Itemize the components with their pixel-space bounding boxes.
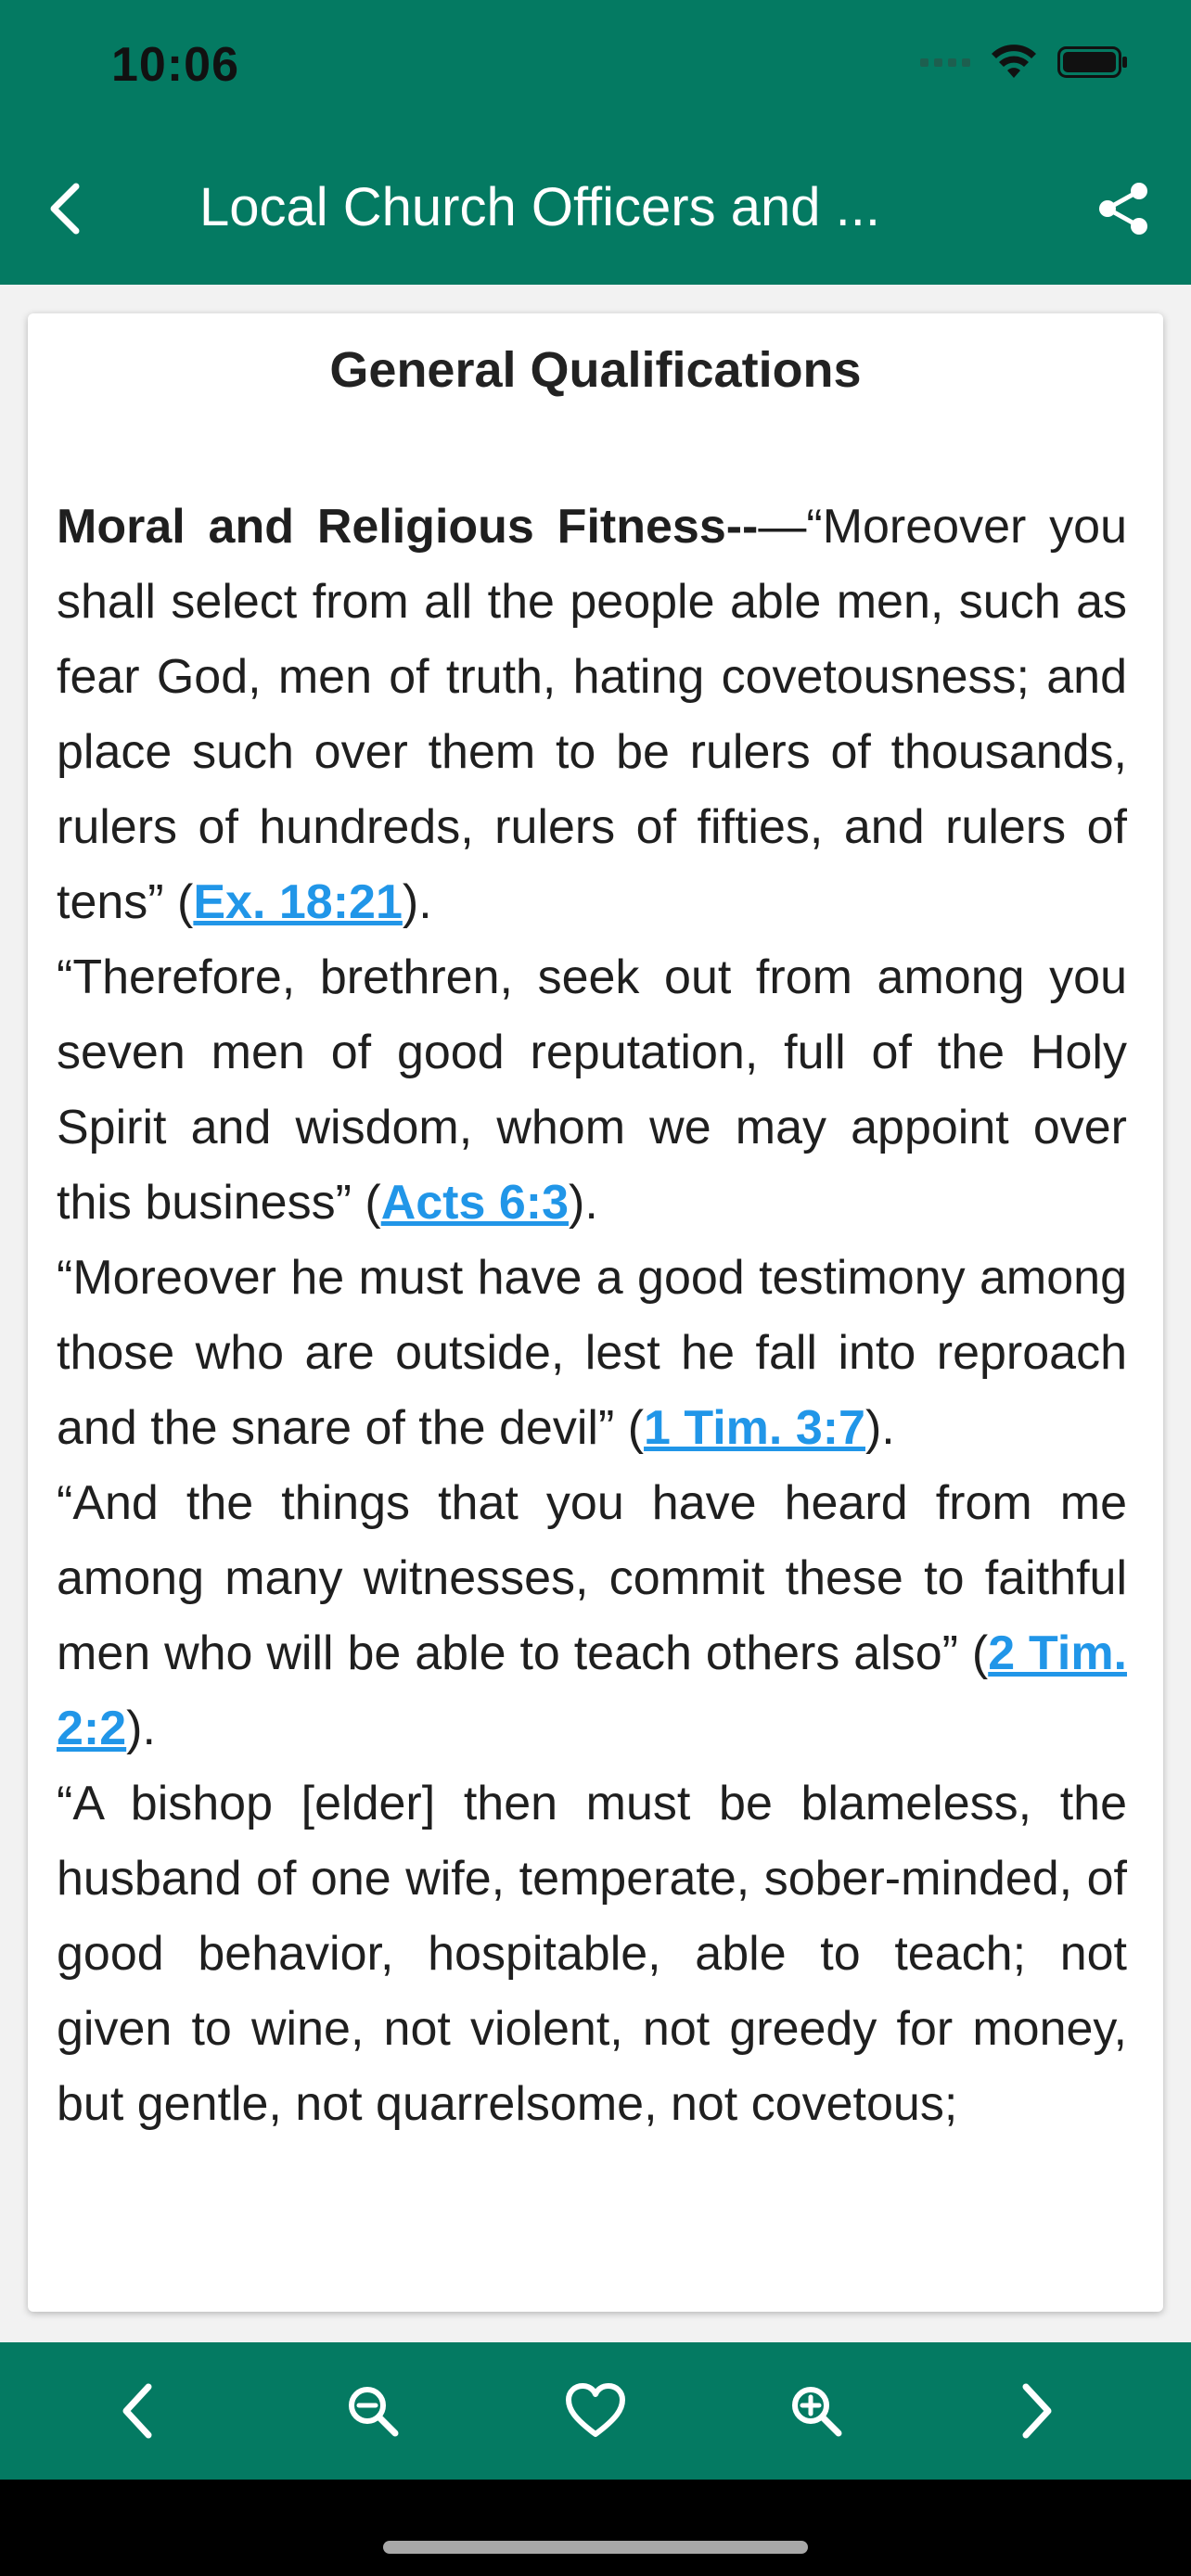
scripture-link-1-tim-3-7[interactable]: 1 Tim. 3:7 [644,1401,865,1455]
paragraph-end: ). [569,1176,598,1230]
scripture-link-ex-18-21[interactable]: Ex. 18:21 [193,875,403,929]
paragraph-text: “Moreover he must have a good testimony among those who are outside, lest he fall into reproach and the snare of the devil” ( [57,1251,1127,1455]
paragraph-text: “And the things that you have heard from me among many witnesses, commit these to faithful men who will be able to teach others also” ( [57,1476,1127,1680]
zoom-out-button[interactable] [327,2365,419,2457]
paragraph-text: “Therefore, brethren, seek out from among you seven men of good reputation, full of the Holy Spirit and wisdom, whom we may appoint over this business” ( [57,950,1127,1230]
content-card [28,313,1163,2312]
paragraph-bold-lead: Moral and Religious Fitness-- [57,500,759,554]
paragraph-1-tim [57,1241,1127,1466]
heart-icon [565,2383,626,2439]
status-icons [920,45,1130,80]
scripture-link-2-tim-2-2[interactable]: 2 Tim. 2:2 [57,1626,1128,1755]
app-header [0,0,1191,285]
paragraph-text: “A bishop [elder] then must be blameless, the husband of one wife, temperate, sober-minded, of good behavior, hospitable, able to teach; not given to wine, not violent, not greedy for money, but gentle, not quarrelsome, not covetous; [57,1777,1127,2131]
zoom-in-icon [788,2383,844,2439]
favorite-button[interactable] [549,2365,642,2457]
home-indicator[interactable] [383,2541,808,2554]
battery-icon [1057,45,1130,80]
share-button[interactable] [1091,176,1156,241]
paragraph-end: ). [126,1702,156,1755]
home-indicator-area [0,2480,1191,2576]
next-button[interactable] [991,2365,1083,2457]
back-button[interactable] [37,172,93,246]
paragraph-bishop [57,1766,1127,2142]
zoom-in-button[interactable] [770,2365,863,2457]
section-heading: General Qualifications [329,342,862,398]
chevron-left-icon [119,2381,156,2441]
paragraph-end: ). [864,1401,895,1455]
page-title: Local Church Officers and ... [199,177,880,237]
article-body [57,490,1127,2142]
paragraph-acts [57,940,1127,1241]
wifi-icon [991,45,1037,80]
chevron-right-icon [1018,2381,1056,2441]
chevron-left-icon [46,181,83,236]
status-time: 10:06 [111,38,239,92]
paragraph-end: ). [402,875,432,929]
bottom-toolbar [0,2342,1191,2480]
cellular-signal-icon [920,58,970,67]
scripture-link-acts-6-3[interactable]: Acts 6:3 [380,1176,569,1230]
previous-button[interactable] [91,2365,184,2457]
paragraph-2-tim [57,1466,1127,1766]
paragraph-text: —“Moreover you shall select from all the people able men, such as fear God, men of truth, hating covetousness; and place such over them to be rulers of thousands, rulers of hundreds, rulers of fifties, and rulers of tens” ( [57,500,1128,929]
zoom-out-icon [345,2383,401,2439]
paragraph-moral-fitness [57,490,1127,940]
share-icon [1095,180,1152,237]
